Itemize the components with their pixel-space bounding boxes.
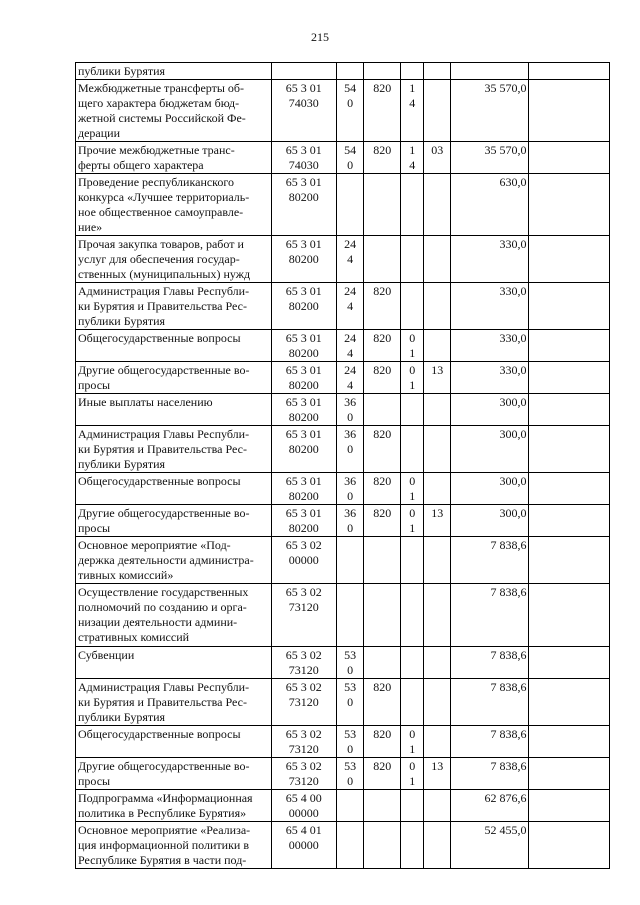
table-row bbox=[76, 63, 610, 80]
table-row bbox=[76, 80, 610, 142]
cell-amount: 7 838,6 bbox=[450, 726, 528, 758]
cell-amount: 7 838,6 bbox=[450, 679, 528, 726]
cell-department bbox=[364, 236, 401, 283]
cell-empty bbox=[529, 330, 610, 362]
cell-name: Другие общегосударственные во- просы bbox=[76, 505, 272, 537]
cell-empty bbox=[529, 142, 610, 174]
cell-name: Субвенции bbox=[76, 647, 272, 679]
cell-subsection bbox=[424, 63, 450, 80]
cell-subsection bbox=[424, 330, 450, 362]
cell-target-code: 65 3 02 73120 bbox=[271, 758, 336, 790]
cell-subsection bbox=[424, 790, 450, 822]
cell-target-code: 65 4 00 00000 bbox=[271, 790, 336, 822]
cell-section bbox=[401, 822, 424, 869]
cell-name: Проведение республиканского конкурса «Лучшее территориаль- ное общественное самоуправле- ние» bbox=[76, 174, 272, 236]
cell-empty bbox=[529, 80, 610, 142]
cell-target-code: 65 3 01 80200 bbox=[271, 330, 336, 362]
cell-department: 820 bbox=[364, 505, 401, 537]
cell-amount: 300,0 bbox=[450, 426, 528, 473]
cell-subsection: 13 bbox=[424, 362, 450, 394]
cell-empty bbox=[529, 584, 610, 647]
table-row bbox=[76, 505, 610, 537]
table-row bbox=[76, 330, 610, 362]
cell-amount: 7 838,6 bbox=[450, 584, 528, 647]
cell-department: 820 bbox=[364, 726, 401, 758]
cell-section bbox=[401, 236, 424, 283]
cell-empty bbox=[529, 394, 610, 426]
cell-expense-type: 54 0 bbox=[336, 142, 364, 174]
cell-subsection bbox=[424, 394, 450, 426]
cell-name: Администрация Главы Республи- ки Бурятия и Правительства Рес- публики Бурятия bbox=[76, 679, 272, 726]
cell-empty bbox=[529, 426, 610, 473]
cell-empty bbox=[529, 679, 610, 726]
cell-section bbox=[401, 584, 424, 647]
cell-subsection bbox=[424, 537, 450, 584]
table-row bbox=[76, 236, 610, 283]
cell-empty bbox=[529, 236, 610, 283]
table-row bbox=[76, 790, 610, 822]
table-row bbox=[76, 362, 610, 394]
cell-target-code: 65 3 02 73120 bbox=[271, 647, 336, 679]
cell-subsection bbox=[424, 679, 450, 726]
cell-department: 820 bbox=[364, 283, 401, 330]
cell-department bbox=[364, 790, 401, 822]
cell-expense-type: 53 0 bbox=[336, 758, 364, 790]
cell-expense-type: 24 4 bbox=[336, 283, 364, 330]
cell-name: Другие общегосударственные во- просы bbox=[76, 758, 272, 790]
table-row bbox=[76, 426, 610, 473]
cell-empty bbox=[529, 283, 610, 330]
cell-name: Осуществление государственных полномочий по созданию и орга- низации деятельности админи- стративных комиссий bbox=[76, 584, 272, 647]
cell-name: Межбюджетные трансферты об- щего характера бюджетам бюд- жетной системы Российской Фе- дерации bbox=[76, 80, 272, 142]
cell-section: 0 1 bbox=[401, 473, 424, 505]
cell-expense-type bbox=[336, 584, 364, 647]
cell-subsection bbox=[424, 822, 450, 869]
cell-department bbox=[364, 394, 401, 426]
cell-amount: 7 838,6 bbox=[450, 537, 528, 584]
cell-amount: 7 838,6 bbox=[450, 647, 528, 679]
cell-expense-type: 36 0 bbox=[336, 505, 364, 537]
cell-subsection bbox=[424, 473, 450, 505]
budget-table bbox=[75, 62, 610, 869]
cell-empty bbox=[529, 758, 610, 790]
cell-department bbox=[364, 822, 401, 869]
cell-amount: 52 455,0 bbox=[450, 822, 528, 869]
cell-expense-type: 24 4 bbox=[336, 362, 364, 394]
table-row bbox=[76, 174, 610, 236]
cell-target-code: 65 3 01 74030 bbox=[271, 142, 336, 174]
cell-amount: 300,0 bbox=[450, 394, 528, 426]
cell-department bbox=[364, 537, 401, 584]
cell-subsection bbox=[424, 80, 450, 142]
cell-expense-type: 36 0 bbox=[336, 426, 364, 473]
cell-expense-type: 36 0 bbox=[336, 394, 364, 426]
table-row bbox=[76, 758, 610, 790]
cell-expense-type: 53 0 bbox=[336, 726, 364, 758]
cell-subsection bbox=[424, 726, 450, 758]
cell-department: 820 bbox=[364, 142, 401, 174]
cell-department bbox=[364, 647, 401, 679]
cell-name: Общегосударственные вопросы bbox=[76, 473, 272, 505]
cell-subsection bbox=[424, 647, 450, 679]
cell-target-code: 65 3 01 80200 bbox=[271, 174, 336, 236]
cell-department: 820 bbox=[364, 330, 401, 362]
cell-target-code: 65 3 02 73120 bbox=[271, 679, 336, 726]
cell-expense-type: 24 4 bbox=[336, 236, 364, 283]
cell-department: 820 bbox=[364, 80, 401, 142]
cell-subsection bbox=[424, 236, 450, 283]
cell-section: 1 4 bbox=[401, 142, 424, 174]
cell-name: Основное мероприятие «Реализа- ция информационной политики в Республике Бурятия в части под- bbox=[76, 822, 272, 869]
cell-empty bbox=[529, 726, 610, 758]
cell-amount: 35 570,0 bbox=[450, 80, 528, 142]
cell-section: 0 1 bbox=[401, 330, 424, 362]
cell-expense-type: 53 0 bbox=[336, 647, 364, 679]
cell-department: 820 bbox=[364, 473, 401, 505]
cell-target-code: 65 3 01 80200 bbox=[271, 394, 336, 426]
cell-amount: 330,0 bbox=[450, 283, 528, 330]
cell-section bbox=[401, 647, 424, 679]
cell-target-code: 65 3 02 00000 bbox=[271, 537, 336, 584]
cell-amount bbox=[450, 63, 528, 80]
cell-name: Общегосударственные вопросы bbox=[76, 726, 272, 758]
cell-empty bbox=[529, 505, 610, 537]
cell-target-code: 65 3 01 80200 bbox=[271, 362, 336, 394]
cell-department: 820 bbox=[364, 362, 401, 394]
cell-subsection: 13 bbox=[424, 758, 450, 790]
cell-target-code: 65 3 01 80200 bbox=[271, 283, 336, 330]
cell-empty bbox=[529, 473, 610, 505]
cell-expense-type bbox=[336, 63, 364, 80]
cell-section bbox=[401, 394, 424, 426]
cell-empty bbox=[529, 63, 610, 80]
cell-name: Другие общегосударственные во- просы bbox=[76, 362, 272, 394]
cell-expense-type bbox=[336, 822, 364, 869]
cell-section: 0 1 bbox=[401, 758, 424, 790]
cell-department bbox=[364, 174, 401, 236]
cell-subsection bbox=[424, 283, 450, 330]
cell-department: 820 bbox=[364, 679, 401, 726]
cell-name: публики Бурятия bbox=[76, 63, 272, 80]
cell-name: Иные выплаты населению bbox=[76, 394, 272, 426]
table-row bbox=[76, 537, 610, 584]
cell-department bbox=[364, 63, 401, 80]
cell-section bbox=[401, 426, 424, 473]
cell-amount: 300,0 bbox=[450, 505, 528, 537]
cell-section: 0 1 bbox=[401, 726, 424, 758]
cell-section: 0 1 bbox=[401, 505, 424, 537]
cell-amount: 35 570,0 bbox=[450, 142, 528, 174]
cell-expense-type bbox=[336, 537, 364, 584]
cell-empty bbox=[529, 174, 610, 236]
cell-section bbox=[401, 174, 424, 236]
table-row bbox=[76, 679, 610, 726]
cell-amount: 300,0 bbox=[450, 473, 528, 505]
cell-department bbox=[364, 584, 401, 647]
cell-target-code: 65 3 01 80200 bbox=[271, 426, 336, 473]
cell-section: 1 4 bbox=[401, 80, 424, 142]
cell-section bbox=[401, 63, 424, 80]
cell-name: Администрация Главы Республи- ки Бурятия и Правительства Рес- публики Бурятия bbox=[76, 426, 272, 473]
table-row bbox=[76, 822, 610, 869]
cell-name: Основное мероприятие «Под- держка деятельности администра- тивных комиссий» bbox=[76, 537, 272, 584]
cell-expense-type: 36 0 bbox=[336, 473, 364, 505]
cell-subsection: 03 bbox=[424, 142, 450, 174]
cell-section bbox=[401, 283, 424, 330]
cell-target-code: 65 3 01 80200 bbox=[271, 505, 336, 537]
cell-target-code: 65 3 01 80200 bbox=[271, 473, 336, 505]
cell-empty bbox=[529, 362, 610, 394]
cell-name: Общегосударственные вопросы bbox=[76, 330, 272, 362]
cell-expense-type: 54 0 bbox=[336, 80, 364, 142]
cell-amount: 330,0 bbox=[450, 362, 528, 394]
cell-target-code: 65 3 02 73120 bbox=[271, 726, 336, 758]
cell-amount: 62 876,6 bbox=[450, 790, 528, 822]
cell-target-code: 65 3 02 73120 bbox=[271, 584, 336, 647]
cell-target-code: 65 3 01 74030 bbox=[271, 80, 336, 142]
cell-department: 820 bbox=[364, 426, 401, 473]
table-row bbox=[76, 394, 610, 426]
cell-target-code: 65 4 01 00000 bbox=[271, 822, 336, 869]
cell-section bbox=[401, 537, 424, 584]
cell-target-code: 65 3 01 80200 bbox=[271, 236, 336, 283]
cell-section bbox=[401, 679, 424, 726]
table-row bbox=[76, 283, 610, 330]
cell-empty bbox=[529, 790, 610, 822]
cell-amount: 330,0 bbox=[450, 330, 528, 362]
cell-subsection: 13 bbox=[424, 505, 450, 537]
cell-expense-type bbox=[336, 174, 364, 236]
budget-table-body bbox=[76, 63, 610, 869]
table-row bbox=[76, 647, 610, 679]
page-number: 215 bbox=[311, 30, 329, 44]
cell-subsection bbox=[424, 174, 450, 236]
cell-name: Подпрограмма «Информационная политика в Республике Бурятия» bbox=[76, 790, 272, 822]
cell-section bbox=[401, 790, 424, 822]
table-row bbox=[76, 473, 610, 505]
table-row bbox=[76, 726, 610, 758]
table-row bbox=[76, 584, 610, 647]
cell-expense-type: 53 0 bbox=[336, 679, 364, 726]
cell-name: Прочая закупка товаров, работ и услуг для обеспечения государ- ственных (муниципальных) нужд bbox=[76, 236, 272, 283]
cell-subsection bbox=[424, 426, 450, 473]
cell-expense-type bbox=[336, 790, 364, 822]
cell-empty bbox=[529, 647, 610, 679]
cell-name: Администрация Главы Республи- ки Бурятия и Правительства Рес- публики Бурятия bbox=[76, 283, 272, 330]
cell-empty bbox=[529, 822, 610, 869]
cell-name: Прочие межбюджетные транс- ферты общего характера bbox=[76, 142, 272, 174]
cell-expense-type: 24 4 bbox=[336, 330, 364, 362]
cell-amount: 7 838,6 bbox=[450, 758, 528, 790]
cell-department: 820 bbox=[364, 758, 401, 790]
cell-empty bbox=[529, 537, 610, 584]
cell-amount: 630,0 bbox=[450, 174, 528, 236]
cell-amount: 330,0 bbox=[450, 236, 528, 283]
table-row bbox=[76, 142, 610, 174]
cell-section: 0 1 bbox=[401, 362, 424, 394]
cell-subsection bbox=[424, 584, 450, 647]
cell-target-code bbox=[271, 63, 336, 80]
